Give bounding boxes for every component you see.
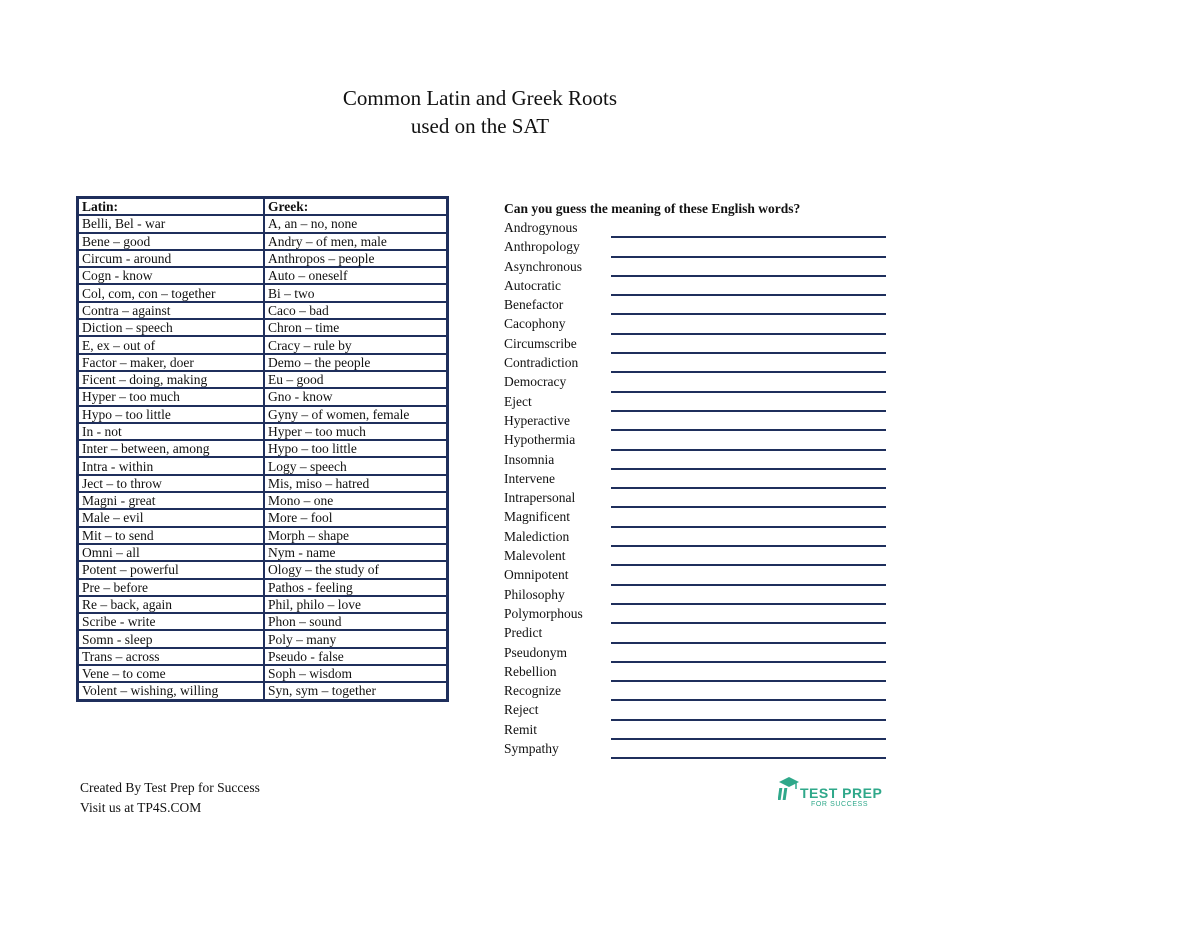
answer-line[interactable] xyxy=(611,651,886,663)
greek-root-cell: Cracy – rule by xyxy=(264,336,448,353)
answer-line[interactable] xyxy=(611,516,886,528)
greek-root-cell: Gyny – of women, female xyxy=(264,406,448,423)
quiz-word: Reject xyxy=(504,702,539,718)
table-row xyxy=(78,492,448,509)
latin-root-cell: Potent – powerful xyxy=(78,561,265,578)
quiz-item xyxy=(504,431,894,450)
greek-header: Greek: xyxy=(264,198,448,216)
greek-root-cell: Mis, miso – hatred xyxy=(264,475,448,492)
answer-line[interactable] xyxy=(611,265,886,277)
quiz-word: Anthropology xyxy=(504,239,580,255)
latin-root-cell: Diction – speech xyxy=(78,319,265,336)
table-row xyxy=(78,406,448,423)
table-row xyxy=(78,302,448,319)
quiz-word: Pseudonym xyxy=(504,644,568,660)
greek-root-cell: Hyper – too much xyxy=(264,423,448,440)
answer-line[interactable] xyxy=(611,361,886,373)
table-row xyxy=(78,613,448,630)
latin-root-cell: E, ex – out of xyxy=(78,336,265,353)
answer-line[interactable] xyxy=(611,323,886,335)
quiz-word: Omnipotent xyxy=(504,567,569,583)
quiz-word: Benefactor xyxy=(504,297,564,313)
table-row xyxy=(78,423,448,440)
greek-root-cell: Nym - name xyxy=(264,544,448,561)
table-row xyxy=(78,457,448,474)
quiz-item xyxy=(504,586,894,605)
table-row xyxy=(78,544,448,561)
latin-root-cell: Omni – all xyxy=(78,544,265,561)
greek-root-cell: Soph – wisdom xyxy=(264,665,448,682)
table-row xyxy=(78,319,448,336)
quiz-word: Cacophony xyxy=(504,316,566,332)
latin-root-cell: Factor – maker, doer xyxy=(78,354,265,371)
quiz-word: Contradiction xyxy=(504,355,579,371)
answer-line[interactable] xyxy=(611,593,886,605)
quiz-item xyxy=(504,624,894,643)
quiz-item xyxy=(504,644,894,663)
table-row xyxy=(78,371,448,388)
table-row xyxy=(78,630,448,647)
answer-line[interactable] xyxy=(611,284,886,296)
latin-root-cell: Ficent – doing, making xyxy=(78,371,265,388)
roots-table xyxy=(76,196,449,702)
latin-root-cell: Col, com, con – together xyxy=(78,284,265,301)
greek-root-cell: More – fool xyxy=(264,509,448,526)
table-row xyxy=(78,354,448,371)
quiz-heading: Can you guess the meaning of these English words? xyxy=(504,201,801,216)
quiz-item xyxy=(504,373,894,392)
latin-root-cell: In - not xyxy=(78,423,265,440)
answer-line[interactable] xyxy=(611,612,886,624)
latin-root-cell: Bene – good xyxy=(78,233,265,250)
greek-root-cell: Anthropos – people xyxy=(264,250,448,267)
quiz-item xyxy=(504,277,894,296)
answer-line[interactable] xyxy=(611,303,886,315)
quiz-item xyxy=(504,219,894,238)
greek-root-cell: Syn, sym – together xyxy=(264,682,448,700)
answer-line[interactable] xyxy=(611,496,886,508)
greek-root-cell: Phil, philo – love xyxy=(264,596,448,613)
greek-root-cell: A, an – no, none xyxy=(264,215,448,232)
answer-line[interactable] xyxy=(611,632,886,644)
latin-root-cell: Pre – before xyxy=(78,579,265,596)
table-row xyxy=(78,440,448,457)
table-row xyxy=(78,648,448,665)
answer-line[interactable] xyxy=(611,419,886,431)
latin-root-cell: Vene – to come xyxy=(78,665,265,682)
latin-root-cell: Hypo – too little xyxy=(78,406,265,423)
quiz-item xyxy=(504,682,894,701)
document-title xyxy=(280,84,680,140)
quiz-word: Hyperactive xyxy=(504,412,570,428)
quiz-item xyxy=(504,451,894,470)
quiz-item xyxy=(504,489,894,508)
latin-root-cell: Circum - around xyxy=(78,250,265,267)
quiz-item xyxy=(504,740,894,759)
latin-root-cell: Belli, Bel - war xyxy=(78,215,265,232)
graduation-cap-icon xyxy=(778,776,800,802)
quiz-item xyxy=(504,701,894,720)
logo-brand: TEST PREP xyxy=(800,785,883,801)
answer-line[interactable] xyxy=(611,439,886,451)
quiz-item xyxy=(504,258,894,277)
greek-root-cell: Hypo – too little xyxy=(264,440,448,457)
test-prep-logo xyxy=(778,774,888,812)
answer-line[interactable] xyxy=(611,246,886,258)
quiz-item xyxy=(504,605,894,624)
greek-root-cell: Chron – time xyxy=(264,319,448,336)
quiz-item xyxy=(504,354,894,373)
table-row xyxy=(78,561,448,578)
footer xyxy=(80,778,260,818)
greek-root-cell: Ology – the study of xyxy=(264,561,448,578)
greek-root-cell: Demo – the people xyxy=(264,354,448,371)
greek-root-cell: Pathos - feeling xyxy=(264,579,448,596)
quiz-word: Predict xyxy=(504,625,543,641)
table-row xyxy=(78,215,448,232)
quiz-item xyxy=(504,412,894,431)
latin-root-cell: Inter – between, among xyxy=(78,440,265,457)
greek-root-cell: Bi – two xyxy=(264,284,448,301)
greek-root-cell: Gno - know xyxy=(264,388,448,405)
answer-line[interactable] xyxy=(611,458,886,470)
table-row xyxy=(78,475,448,492)
greek-root-cell: Logy – speech xyxy=(264,457,448,474)
quiz-item xyxy=(504,296,894,315)
quiz-word: Polymorphous xyxy=(504,605,583,621)
table-row xyxy=(78,596,448,613)
greek-root-cell: Caco – bad xyxy=(264,302,448,319)
quiz-word: Insomnia xyxy=(504,451,555,467)
table-row xyxy=(78,527,448,544)
answer-line[interactable] xyxy=(611,689,886,701)
quiz-item xyxy=(504,663,894,682)
quiz-item xyxy=(504,508,894,527)
quiz-word: Intervene xyxy=(504,470,555,486)
quiz-word: Malediction xyxy=(504,528,570,544)
roots-table-header-row xyxy=(78,198,448,216)
latin-root-cell: Volent – wishing, willing xyxy=(78,682,265,700)
quiz-word: Malevolent xyxy=(504,548,566,564)
answer-line[interactable] xyxy=(611,574,886,586)
latin-root-cell: Re – back, again xyxy=(78,596,265,613)
quiz-word: Androgynous xyxy=(504,220,578,235)
quiz-item xyxy=(504,721,894,740)
latin-root-cell: Ject – to throw xyxy=(78,475,265,492)
latin-root-cell: Cogn - know xyxy=(78,267,265,284)
quiz-word: Democracy xyxy=(504,374,567,390)
quiz-word: Circumscribe xyxy=(504,335,577,351)
latin-root-cell: Male – evil xyxy=(78,509,265,526)
answer-line[interactable] xyxy=(611,709,886,721)
table-row xyxy=(78,682,448,700)
latin-root-cell: Mit – to send xyxy=(78,527,265,544)
table-row xyxy=(78,665,448,682)
roots-table-body xyxy=(78,215,448,700)
table-row xyxy=(78,250,448,267)
quiz-item xyxy=(504,528,894,547)
table-row xyxy=(78,509,448,526)
answer-line[interactable] xyxy=(611,477,886,489)
greek-root-cell: Poly – many xyxy=(264,630,448,647)
answer-line[interactable] xyxy=(611,226,886,238)
latin-root-cell: Magni - great xyxy=(78,492,265,509)
quiz-word-list xyxy=(504,219,894,759)
quiz-section xyxy=(504,200,894,759)
greek-root-cell: Andry – of men, male xyxy=(264,233,448,250)
title-line-2: used on the SAT xyxy=(410,114,550,138)
answer-line[interactable] xyxy=(611,400,886,412)
answer-line[interactable] xyxy=(611,554,886,566)
table-row xyxy=(78,233,448,250)
quiz-word: Sympathy xyxy=(504,741,559,757)
footer-created-by: Created By Test Prep for Success xyxy=(80,780,260,795)
answer-line[interactable] xyxy=(611,342,886,354)
table-row xyxy=(78,267,448,284)
table-row xyxy=(78,579,448,596)
title-line-1: Common Latin and Greek Roots xyxy=(342,86,618,110)
quiz-item xyxy=(504,547,894,566)
quiz-word: Eject xyxy=(504,393,532,409)
quiz-word: Autocratic xyxy=(504,277,561,293)
quiz-word: Philosophy xyxy=(504,586,565,602)
table-row xyxy=(78,388,448,405)
quiz-item xyxy=(504,315,894,334)
logo-tagline: FOR SUCCESS xyxy=(811,801,869,808)
table-row xyxy=(78,284,448,301)
greek-root-cell: Mono – one xyxy=(264,492,448,509)
footer-visit: Visit us at TP4S.COM xyxy=(80,800,202,815)
table-row xyxy=(78,336,448,353)
quiz-word: Magnificent xyxy=(504,509,570,525)
latin-header: Latin: xyxy=(78,198,265,216)
quiz-item xyxy=(504,393,894,412)
latin-root-cell: Scribe - write xyxy=(78,613,265,630)
latin-root-cell: Contra – against xyxy=(78,302,265,319)
answer-line[interactable] xyxy=(611,381,886,393)
quiz-word: Remit xyxy=(504,721,537,737)
quiz-word: Intrapersonal xyxy=(504,490,576,506)
quiz-word: Rebellion xyxy=(504,663,557,679)
answer-line[interactable] xyxy=(611,670,886,682)
answer-line[interactable] xyxy=(611,535,886,547)
quiz-word: Recognize xyxy=(504,683,561,699)
greek-root-cell: Eu – good xyxy=(264,371,448,388)
quiz-item xyxy=(504,566,894,585)
quiz-word: Hypothermia xyxy=(504,432,576,448)
greek-root-cell: Morph – shape xyxy=(264,527,448,544)
quiz-word: Asynchronous xyxy=(504,258,582,274)
greek-root-cell: Phon – sound xyxy=(264,613,448,630)
greek-root-cell: Auto – oneself xyxy=(264,267,448,284)
answer-line[interactable] xyxy=(611,728,886,740)
answer-line[interactable] xyxy=(611,747,886,759)
quiz-item xyxy=(504,238,894,257)
latin-root-cell: Trans – across xyxy=(78,648,265,665)
latin-root-cell: Hyper – too much xyxy=(78,388,265,405)
quiz-item xyxy=(504,335,894,354)
greek-root-cell: Pseudo - false xyxy=(264,648,448,665)
latin-root-cell: Somn - sleep xyxy=(78,630,265,647)
quiz-item xyxy=(504,470,894,489)
latin-root-cell: Intra - within xyxy=(78,457,265,474)
